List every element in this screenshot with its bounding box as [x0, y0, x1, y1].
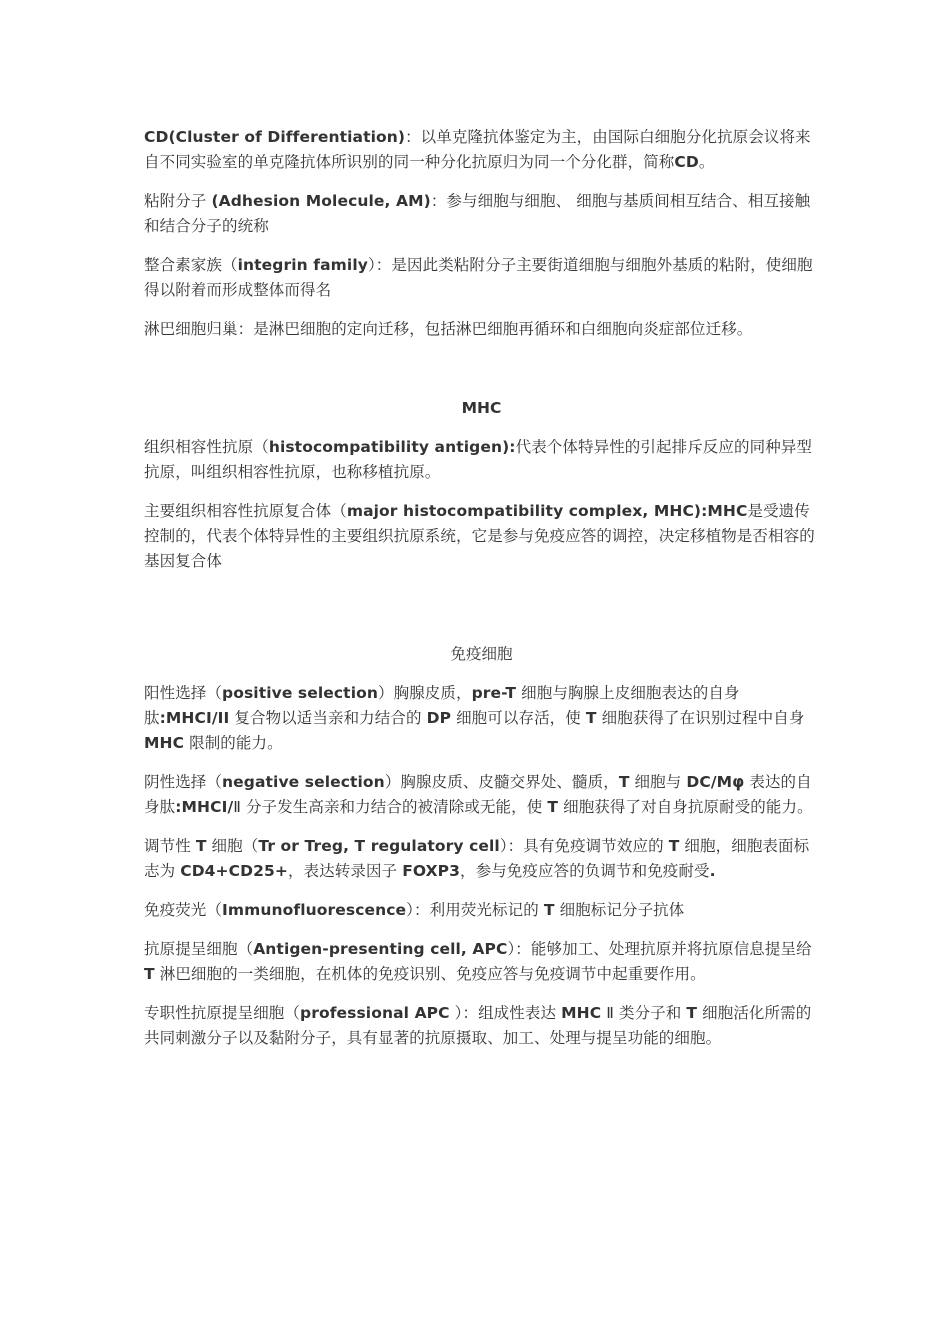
paragraph-immunofluorescence: 免疫荧光（Immunofluorescence）：利用荧光标记的 T 细胞标记分子抗体 [144, 901, 685, 919]
paragraph-regulatory-t-cell: 调节性 T 细胞（Tr or Treg, T regulatory cell）：具有免疫调节效应的 T 细胞，细胞表面标志为 CD4+CD25+，表达转录因子 FOXP3，参与免疫应答的负调节和免疫耐受. [144, 837, 810, 880]
term: (Adhesion Molecule, AM) [211, 192, 431, 210]
paragraph-negative-selection: 阴性选择（negative selection）胸腺皮质、皮髓交界处、髓质，T 细胞与 DC/Mφ 表达的自身肽:MHCI/Ⅱ 分子发生高亲和力结合的被清除或无能，使 T 细胞获得了对自身抗原耐受的能力。 [144, 773, 813, 816]
term: CD(Cluster of Differentiation) [144, 128, 406, 146]
paragraph-cd: CD(Cluster of Differentiation)：以单克隆抗体鉴定为主，由国际白细胞分化抗原会议将来自不同实验室的单克隆抗体所识别的同一种分化抗原归为同一个分化群，简称CD。 [144, 128, 811, 171]
section-heading-mhc: MHC [461, 399, 502, 417]
term: integrin family [237, 256, 368, 274]
paragraph-adhesion-molecule: 粘附分子 (Adhesion Molecule, AM)：参与细胞与细胞、 细胞与基质间相互结合、相互接触和结合分子的统称 [144, 192, 811, 235]
paragraph-positive-selection: 阳性选择（positive selection）胸腺皮质，pre-T 细胞与胸腺上皮细胞表达的自身肽:MHCI/II 复合物以适当亲和力结合的 DP 细胞可以存活，使 T 细胞获得了在识别过程中自身 MHC 限制的能力。 [144, 684, 805, 752]
section-heading-immune-cells: 免疫细胞 [450, 645, 513, 663]
paragraph-apc: 抗原提呈细胞（Antigen-presenting cell, APC）：能够加工、处理抗原并将抗原信息提呈给 T 淋巴细胞的一类细胞，在机体的免疫识别、免疫应答与免疫调节中起重要作用。 [144, 940, 812, 983]
term: major histocompatibility complex, MHC):MHC [346, 502, 748, 520]
document-body [144, 125, 819, 1065]
paragraph-professional-apc: 专职性抗原提呈细胞（professional APC ）：组成性表达 MHC Ⅱ 类分子和 T 细胞活化所需的共同刺激分子以及黏附分子，具有显著的抗原摄取、加工、处理与提呈功能的细胞。 [144, 1004, 812, 1047]
paragraph-lymphocyte-homing: 淋巴细胞归巢：是淋巴细胞的定向迁移，包括淋巴细胞再循环和白细胞向炎症部位迁移。 [144, 320, 753, 338]
paragraph-histocompatibility-antigen: 组织相容性抗原（histocompatibility antigen):代表个体特异性的引起排斥反应的同种异型抗原，叫组织相容性抗原，也称移植抗原。 [144, 438, 812, 481]
paragraph-mhc-complex: 主要组织相容性抗原复合体（major histocompatibility complex, MHC):MHC是受遗传控制的，代表个体特异性的主要组织抗原系统，它是参与免疫应答的调控，决定移植物是否相容的基因复合体 [144, 502, 815, 570]
paragraph-integrin: 整合素家族（integrin family）：是因此类粘附分子主要街道细胞与细胞外基质的粘附，使细胞得以附着而形成整体而得名 [144, 256, 813, 299]
term: histocompatibility antigen): [268, 438, 516, 456]
